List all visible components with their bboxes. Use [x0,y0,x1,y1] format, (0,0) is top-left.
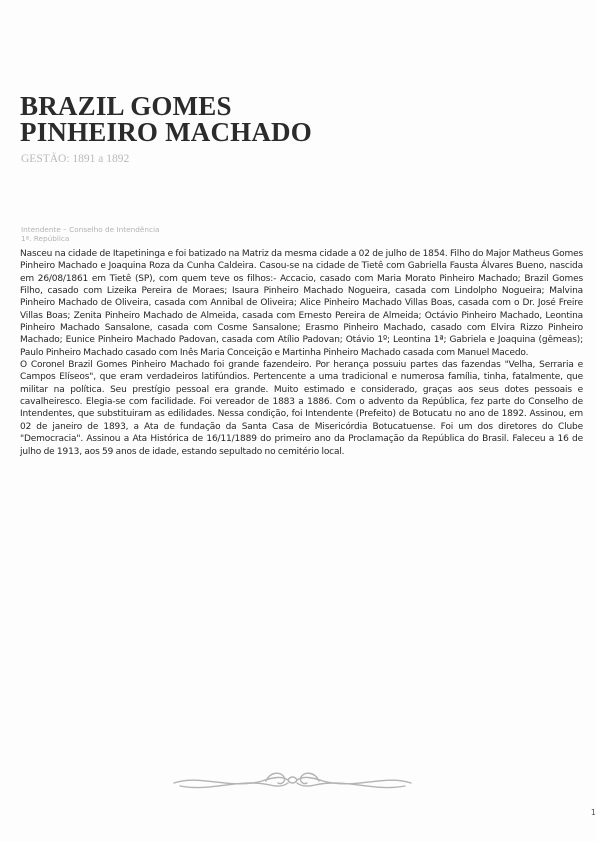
biography-paragraph-2: O Coronel Brazil Gomes Pinheiro Machado foi grande fazendeiro. Por herança possuiu partes das fazendas "Velha, Serraria e Campos Elíseos", que eram verdadeiros latifúndios. Pertencente a uma tradicional e numerosa família, tinha, fatalmente, que militar na política. Seu prestígio pessoal era grande. Muito estimado e considerado, graças aos seus dotes pessoais e cavalheiresco. Elegia-se com facilidade. Foi vereador de 1883 a 1886. Com o advento da República, fez parte do Conselho de Intendentes, que substituiram as edilidades. Nessa condição, foi Intendente (Prefeito) de Botucatu no ano de 1892. Assinou, em 02 de janeiro de 1893, a Ata de fundação da Santa Casa de Misericórdia Botucatuense. Foi um dos diretores do Clube "Democracia". Assinou a Ata Histórica de 16/11/1889 do primeiro ano da Proclamação da República do Brasil. Faleceu a 16 de julho de 1913, aos 59 anos de idade, estando sepultado no cemitério local. [20,360,583,457]
title-line-1: BRAZIL GOMES [20,91,232,121]
term-subtitle: GESTÃO: 1891 a 1892 [21,153,130,165]
role-line-2: 1ª. República [21,234,70,243]
page-number: 1 [590,808,596,817]
role-caption [21,225,321,243]
flourish-ornament-icon [170,768,415,794]
biography-text [20,248,583,458]
biography-paragraph-1: Nasceu na cidade de Itapetininga e foi batizado na Matriz da mesma cidade a 02 de julho de 1854. Filho do Major Matheus Gomes Pinheiro Machado e Joaquina Roza da Cunha Caldeira. Casou-se na cidade de Tietê com Gabriella Fausta Álvares Bueno, nascida em 26/08/1861 em Tietê (SP), com quem teve os filhos:- Accacio, casado com Maria Morato Pinheiro Machado; Brazil Gomes Filho, casado com Lizeika Pereira de Moraes; Isaura Pinheiro Machado Nogueira, casada com Lindolpho Nogueira; Malvina Pinheiro Machado de Oliveira, casada com Annibal de Oliveira; Alice Pinheiro Machado Villas Boas, casada com o Dr. José Freire Villas Boas; Zenita Pinheiro Machado de Almeida, casada com Ernesto Pereira de Almeida; Octávio Pinheiro Machado, Leontina Pinheiro Machado Sansalone, casada com Cosme Sansalone; Erasmo Pinheiro Machado, casado com Elvira Rizzo Pinheiro Machado; Eunice Pinheiro Machado Padovan, casada com Atílio Padovan; Otávio 1º; Leontina 1ª; Gabriela e Joaquina (gêmeas); Paulo Pinheiro Machado casado com Inês Maria Conceição e Martinha Pinheiro Machado casada com Manuel Macedo. [20,249,583,358]
page-title [20,93,312,145]
title-line-2: PINHEIRO MACHADO [20,117,312,147]
role-line-1: Intendente – Conselho de Intendência [21,225,160,234]
